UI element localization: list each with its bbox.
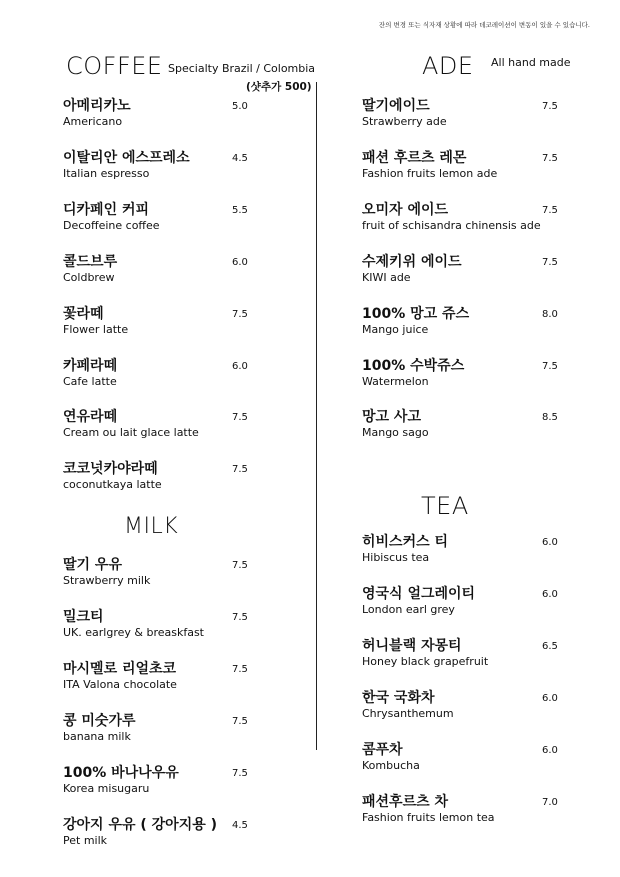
menu-item-korean-name: 딸기 우유 xyxy=(63,557,122,573)
menu-item-korean-name: 수제키위 에이드 xyxy=(362,254,462,270)
menu-item-english-name: Pet milk xyxy=(63,834,108,847)
menu-item-price: 6.0 xyxy=(542,745,558,756)
menu-item-price: 8.5 xyxy=(542,412,558,423)
menu-item-price: 5.5 xyxy=(232,205,248,216)
menu-item-korean-name: 패션후르츠 차 xyxy=(362,794,449,810)
menu-item-english-name: ITA Valona chocolate xyxy=(63,678,177,691)
coffee-shot-note: (샷추가 500) xyxy=(246,81,312,93)
menu-item-price: 6.0 xyxy=(232,257,248,268)
menu-item-korean-name: 코코넛카야라떼 xyxy=(63,461,158,477)
menu-item-price: 5.0 xyxy=(232,101,248,112)
menu-item-english-name: Watermelon xyxy=(362,375,429,388)
menu-item-price: 8.0 xyxy=(542,309,558,320)
menu-item-english-name: Strawberry milk xyxy=(63,574,151,587)
menu-item-price: 7.5 xyxy=(232,560,248,571)
menu-item-price: 7.5 xyxy=(232,309,248,320)
menu-item-korean-name: 딸기에이드 xyxy=(362,98,430,114)
menu-item-korean-name: 패션 후르츠 레몬 xyxy=(362,150,467,166)
menu-item xyxy=(63,661,283,692)
menu-item-english-name: fruit of schisandra chinensis ade xyxy=(362,219,541,232)
tea-section-title: TEA xyxy=(421,492,469,520)
menu-item-korean-name: 오미자 에이드 xyxy=(362,202,449,218)
menu-item-korean-name: 밀크티 xyxy=(63,609,104,625)
menu-item-english-name: London earl grey xyxy=(362,603,455,616)
menu-item-korean-name: 콜드브루 xyxy=(63,254,118,270)
menu-item-korean-name: 히비스커스 티 xyxy=(362,534,449,550)
milk-section-title: MILK xyxy=(124,514,179,539)
menu-item-english-name: Coldbrew xyxy=(63,271,115,284)
menu-item-korean-name: 콤푸차 xyxy=(362,742,403,758)
menu-item-english-name: coconutkaya latte xyxy=(63,478,162,491)
menu-item-price: 6.0 xyxy=(232,361,248,372)
menu-item-english-name: Fashion fruits lemon tea xyxy=(362,811,495,824)
menu-item-price: 7.5 xyxy=(542,257,558,268)
menu-item xyxy=(63,306,283,337)
menu-item-korean-name: 콩 미숫가루 xyxy=(63,713,136,729)
menu-item-english-name: Americano xyxy=(63,115,123,128)
menu-item-price: 4.5 xyxy=(232,153,248,164)
menu-item xyxy=(63,713,283,744)
menu-item-price: 7.5 xyxy=(542,205,558,216)
menu-item xyxy=(63,557,283,588)
notice-text: 잔의 변경 또는 식자재 상황에 따라 데코레이션이 변동이 있을 수 있습니다. xyxy=(378,21,590,29)
menu-item xyxy=(63,817,283,848)
menu-item-korean-name: 디카페인 커피 xyxy=(63,202,150,218)
menu-item-english-name: Flower latte xyxy=(63,323,129,336)
menu-item-price: 4.5 xyxy=(232,820,248,831)
menu-item xyxy=(63,202,283,233)
ade-note: All hand made xyxy=(491,56,571,69)
menu-item-korean-name: 허니블랙 자몽티 xyxy=(362,638,462,654)
menu-item-korean-name: 영국식 얼그레이티 xyxy=(362,586,476,602)
menu-item-korean-name: 이탈리안 에스프레소 xyxy=(63,150,190,166)
menu-item-english-name: Korea misugaru xyxy=(63,782,150,795)
menu-item-english-name: Mango juice xyxy=(362,323,429,336)
menu-item-english-name: Kombucha xyxy=(362,759,420,772)
menu-item-english-name: Fashion fruits lemon ade xyxy=(362,167,498,180)
menu-item xyxy=(63,765,283,796)
menu-item xyxy=(63,358,283,389)
coffee-section-title: COFFEE xyxy=(66,52,163,80)
menu-item-english-name: Hibiscus tea xyxy=(362,551,430,564)
menu-item-price: 6.0 xyxy=(542,693,558,704)
menu-item-price: 7.5 xyxy=(232,664,248,675)
menu-item-english-name: UK. earlgrey & breaskfast xyxy=(63,626,204,639)
menu-item-price: 7.5 xyxy=(232,412,248,423)
menu-item-korean-name: 연유라떼 xyxy=(63,409,118,425)
menu-item-korean-name: 100% 바나나우유 xyxy=(63,765,179,781)
ade-section-title: ADE xyxy=(422,52,474,80)
column-divider xyxy=(316,82,317,750)
menu-item-korean-name: 마시멜로 리얼초코 xyxy=(63,661,177,677)
menu-item-price: 7.0 xyxy=(542,797,558,808)
menu-item-price: 7.5 xyxy=(232,464,248,475)
menu-item-price: 7.5 xyxy=(232,612,248,623)
menu-item-english-name: Mango sago xyxy=(362,426,429,439)
menu-item-price: 7.5 xyxy=(542,153,558,164)
menu-item xyxy=(63,254,283,285)
menu-item-english-name: Cafe latte xyxy=(63,375,117,388)
menu-item-korean-name: 강아지 우유 ( 강아지용 ) xyxy=(63,817,218,833)
menu-item-english-name: KIWI ade xyxy=(362,271,411,284)
menu-item-price: 7.5 xyxy=(232,768,248,779)
menu-item-korean-name: 꽃라떼 xyxy=(63,306,104,322)
menu-item xyxy=(63,461,283,492)
menu-item-english-name: Cream ou lait glace latte xyxy=(63,426,199,439)
menu-item-price: 6.0 xyxy=(542,537,558,548)
menu-item-price: 6.5 xyxy=(542,641,558,652)
menu-item-korean-name: 아메리카노 xyxy=(63,98,131,114)
menu-item-english-name: banana milk xyxy=(63,730,131,743)
menu-item-korean-name: 한국 국화차 xyxy=(362,690,435,706)
menu-item-english-name: Decoffeine coffee xyxy=(63,219,160,232)
coffee-origin-note: Specialty Brazil / Colombia xyxy=(168,62,316,75)
menu-item xyxy=(63,98,283,129)
menu-item xyxy=(63,150,283,181)
menu-item-english-name: Honey black grapefruit xyxy=(362,655,489,668)
menu-item-price: 7.5 xyxy=(542,361,558,372)
menu-item-english-name: Strawberry ade xyxy=(362,115,447,128)
menu-item-price: 7.5 xyxy=(232,716,248,727)
menu-item-korean-name: 망고 사고 xyxy=(362,409,421,425)
menu-item-english-name: Chrysanthemum xyxy=(362,707,454,720)
menu-item-korean-name: 100% 망고 쥬스 xyxy=(362,306,470,322)
menu-item xyxy=(63,609,283,640)
menu-item xyxy=(63,409,283,440)
menu-item-price: 6.0 xyxy=(542,589,558,600)
menu-item-price: 7.5 xyxy=(542,101,558,112)
menu-item-korean-name: 카페라떼 xyxy=(63,358,118,374)
menu-item-korean-name: 100% 수박쥬스 xyxy=(362,358,465,374)
menu-item-english-name: Italian espresso xyxy=(63,167,150,180)
